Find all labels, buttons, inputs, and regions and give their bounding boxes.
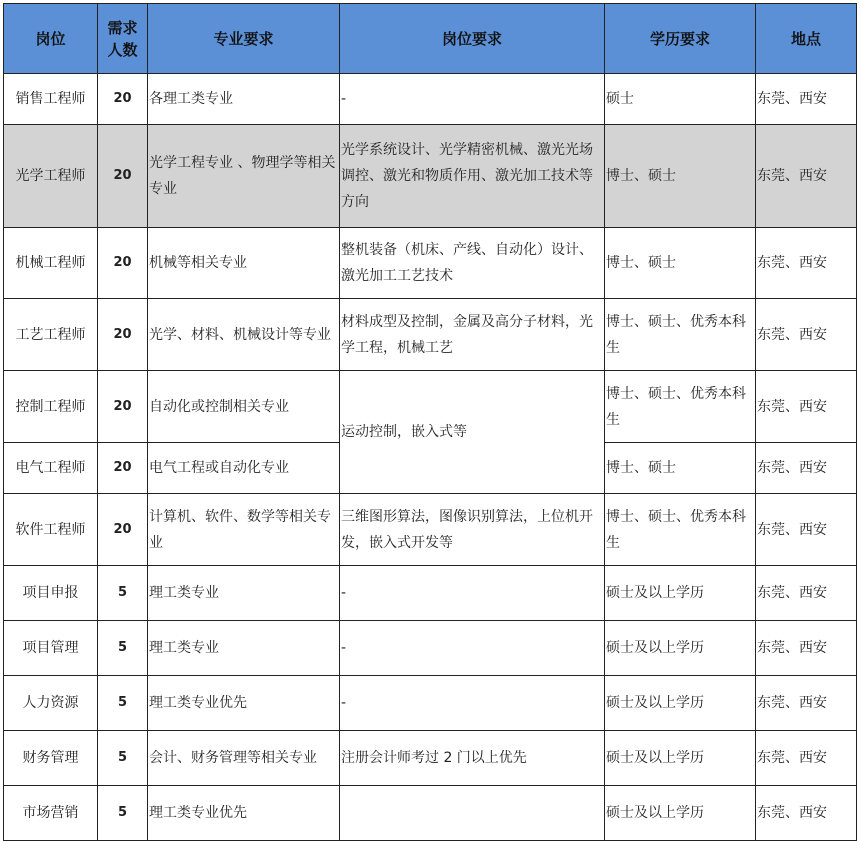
job-title: 项目申报: [4, 566, 98, 621]
headcount: 5: [98, 731, 148, 786]
degree-req: 博士、硕士、优秀本科生: [605, 494, 756, 566]
major-req: 会计、财务管理等相关专业: [148, 731, 340, 786]
job-title: 控制工程师: [4, 371, 98, 443]
headcount: 20: [98, 125, 148, 228]
major-req: 电气工程或自动化专业: [148, 443, 340, 494]
headcount: 20: [98, 74, 148, 125]
duty-req: -: [340, 566, 605, 621]
degree-req: 硕士及以上学历: [605, 621, 756, 676]
job-title: 项目管理: [4, 621, 98, 676]
major-req: 理工类专业优先: [148, 786, 340, 841]
headcount: 5: [98, 786, 148, 841]
major-req: 自动化或控制相关专业: [148, 371, 340, 443]
duty-req: -: [340, 74, 605, 125]
duty-req: -: [340, 621, 605, 676]
duty-req: 三维图形算法，图像识别算法，上位机开发，嵌入式开发等: [340, 494, 605, 566]
degree-req: 硕士及以上学历: [605, 676, 756, 731]
location: 东莞、西安: [756, 731, 857, 786]
table-row: [4, 228, 857, 299]
table-row: [4, 371, 857, 443]
duty-req: 光学系统设计、光学精密机械、激光光场调控、激光和物质作用、激光加工技术等方向: [340, 125, 605, 228]
major-req: 机械等相关专业: [148, 228, 340, 299]
header-degree: 学历要求: [605, 4, 756, 74]
major-req: 计算机、软件、数学等相关专业: [148, 494, 340, 566]
location: 东莞、西安: [756, 676, 857, 731]
duty-req: 运动控制，嵌入式等: [340, 371, 605, 494]
duty-req: 注册会计师考过 2 门以上优先: [340, 731, 605, 786]
degree-req: 硕士: [605, 74, 756, 125]
location: 东莞、西安: [756, 125, 857, 228]
job-title: 财务管理: [4, 731, 98, 786]
location: 东莞、西安: [756, 74, 857, 125]
job-title: 人力资源: [4, 676, 98, 731]
job-title: 销售工程师: [4, 74, 98, 125]
header-count-line2: 人数: [107, 40, 138, 59]
table-row: [4, 566, 857, 621]
job-title: 工艺工程师: [4, 299, 98, 371]
duty-req: -: [340, 676, 605, 731]
degree-req: 博士、硕士: [605, 228, 756, 299]
degree-req: 硕士及以上学历: [605, 786, 756, 841]
major-req: 理工类专业: [148, 621, 340, 676]
table-row: [4, 786, 857, 841]
recruitment-table: [3, 3, 857, 841]
degree-req: 硕士及以上学历: [605, 566, 756, 621]
headcount: 5: [98, 621, 148, 676]
job-title: 光学工程师: [4, 125, 98, 228]
header-row: [4, 4, 857, 74]
duty-req: 整机装备（机床、产线、自动化）设计、激光加工工艺技术: [340, 228, 605, 299]
location: 东莞、西安: [756, 371, 857, 443]
major-req: 各理工类专业: [148, 74, 340, 125]
degree-req: 硕士及以上学历: [605, 731, 756, 786]
degree-req: 博士、硕士: [605, 125, 756, 228]
job-title: 软件工程师: [4, 494, 98, 566]
table-row: [4, 621, 857, 676]
location: 东莞、西安: [756, 228, 857, 299]
headcount: 5: [98, 676, 148, 731]
table-row: [4, 676, 857, 731]
header-major: 专业要求: [148, 4, 340, 74]
major-req: 光学工程专业 、物理学等相关专业: [148, 125, 340, 228]
job-title: 电气工程师: [4, 443, 98, 494]
location: 东莞、西安: [756, 786, 857, 841]
location: 东莞、西安: [756, 621, 857, 676]
header-count-line1: 需求: [107, 18, 138, 37]
job-title: 市场营销: [4, 786, 98, 841]
major-req: 理工类专业: [148, 566, 340, 621]
location: 东莞、西安: [756, 566, 857, 621]
duty-req: 材料成型及控制，金属及高分子材料，光学工程，机械工艺: [340, 299, 605, 371]
header-location: 地点: [756, 4, 857, 74]
major-req: 光学、材料、机械设计等专业: [148, 299, 340, 371]
headcount: 20: [98, 371, 148, 443]
degree-req: 博士、硕士: [605, 443, 756, 494]
headcount: 20: [98, 299, 148, 371]
job-title: 机械工程师: [4, 228, 98, 299]
duty-req: [340, 786, 605, 841]
location: 东莞、西安: [756, 494, 857, 566]
table-row: [4, 74, 857, 125]
table-row: [4, 125, 857, 228]
header-position: 岗位: [4, 4, 98, 74]
table-row: [4, 299, 857, 371]
headcount: 20: [98, 443, 148, 494]
headcount: 20: [98, 494, 148, 566]
location: 东莞、西安: [756, 443, 857, 494]
table-row: [4, 731, 857, 786]
header-duty: 岗位要求: [340, 4, 605, 74]
header-count: [98, 4, 148, 74]
headcount: 5: [98, 566, 148, 621]
location: 东莞、西安: [756, 299, 857, 371]
table-row: [4, 494, 857, 566]
headcount: 20: [98, 228, 148, 299]
degree-req: 博士、硕士、优秀本科生: [605, 371, 756, 443]
major-req: 理工类专业优先: [148, 676, 340, 731]
degree-req: 博士、硕士、优秀本科生: [605, 299, 756, 371]
